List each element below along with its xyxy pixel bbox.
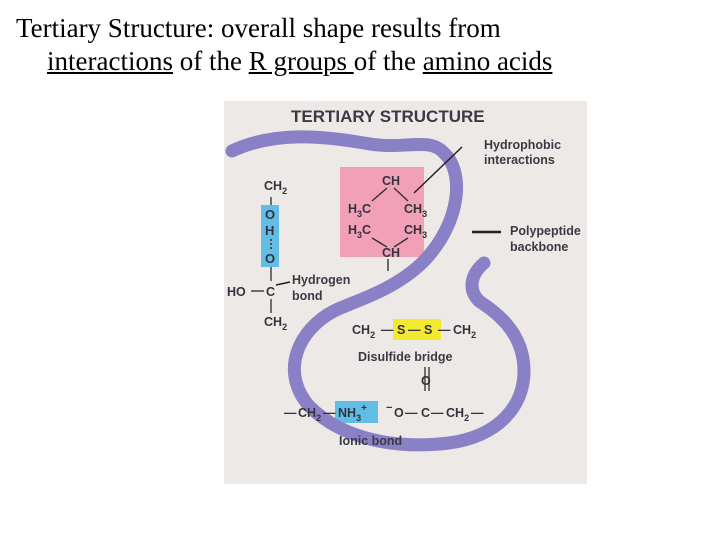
hydrophobic-ch3-top: $CH_3$ — [404, 202, 428, 219]
left-oxygen-bottom: O — [265, 251, 276, 266]
tertiary-structure-figure — [224, 101, 587, 484]
ionic-ch2-left: $CH_2$ — [298, 406, 322, 423]
ionic-carbon: C — [421, 406, 431, 420]
disulfide-ch2-left: $CH_2$ — [352, 323, 376, 340]
title-word-amino-acids: amino acids — [422, 46, 553, 76]
sulfur-right: S — [424, 323, 433, 337]
hydrophobic-ch-bottom: CH — [382, 246, 401, 260]
ionic-oxygen: O — [394, 406, 404, 420]
title-word-interactions: interactions — [47, 46, 173, 76]
figure-heading: TERTIARY STRUCTURE — [291, 107, 485, 126]
title-word-r-groups: R groups — [248, 46, 354, 76]
title-line-1: Tertiary Structure: overall shape results from — [16, 13, 501, 43]
hydrophobic-h3c-top: $H_3C$ — [348, 202, 372, 219]
ionic-carbonyl-oxygen: O — [421, 374, 431, 388]
left-hydrogen: H — [265, 223, 275, 238]
hydrophobic-h3c-bottom: $H_3C$ — [348, 223, 372, 240]
hydrophobic-ch-top: CH — [382, 174, 401, 188]
left-ch2-top: $CH_2$ — [264, 179, 288, 196]
ionic-minus-charge: − — [386, 402, 393, 414]
ionic-dash-left: — — [284, 406, 297, 420]
polypeptide-label-2: backbone — [510, 240, 569, 254]
left-carbon: C — [266, 285, 276, 299]
title-text-of-the: of the — [172, 46, 249, 76]
hydrophobic-ch3-bottom: $CH_3$ — [404, 223, 428, 240]
left-hydroxyl: HO — [227, 285, 246, 299]
hydrophobic-label-2: interactions — [484, 153, 555, 167]
hydrophobic-label-1: Hydrophobic — [484, 138, 562, 152]
hydrogen-label-1: Hydrogen — [292, 273, 351, 287]
polypeptide-label-1: Polypeptide — [510, 224, 581, 238]
ionic-dash-right: — — [471, 406, 484, 420]
title-text-of-the-2: of the — [353, 46, 423, 76]
hydrogen-label-2: bond — [292, 289, 323, 303]
ionic-ammonium: $NH_3^+$ — [338, 403, 367, 423]
disulfide-dash-1: — — [381, 323, 394, 337]
disulfide-ch2-right: $CH_2$ — [453, 323, 477, 340]
disulfide-label: Disulfide bridge — [358, 350, 453, 364]
left-ch2-bottom: $CH_2$ — [264, 315, 288, 332]
sulfur-left: S — [397, 323, 406, 337]
disulfide-dash-2: — — [408, 323, 421, 337]
slide-title — [16, 12, 706, 78]
ionic-dash-2: — — [323, 406, 336, 420]
ionic-dash-3: — — [405, 406, 418, 420]
disulfide-dash-3: — — [438, 323, 451, 337]
title-line-2 — [16, 45, 706, 78]
tertiary-structure-diagram — [224, 101, 587, 484]
left-oxygen-top: O — [265, 207, 276, 222]
ionic-dash-4: — — [431, 406, 444, 420]
ionic-label: Ionic bond — [339, 434, 403, 448]
ionic-ch2-right: $CH_2$ — [446, 406, 470, 423]
